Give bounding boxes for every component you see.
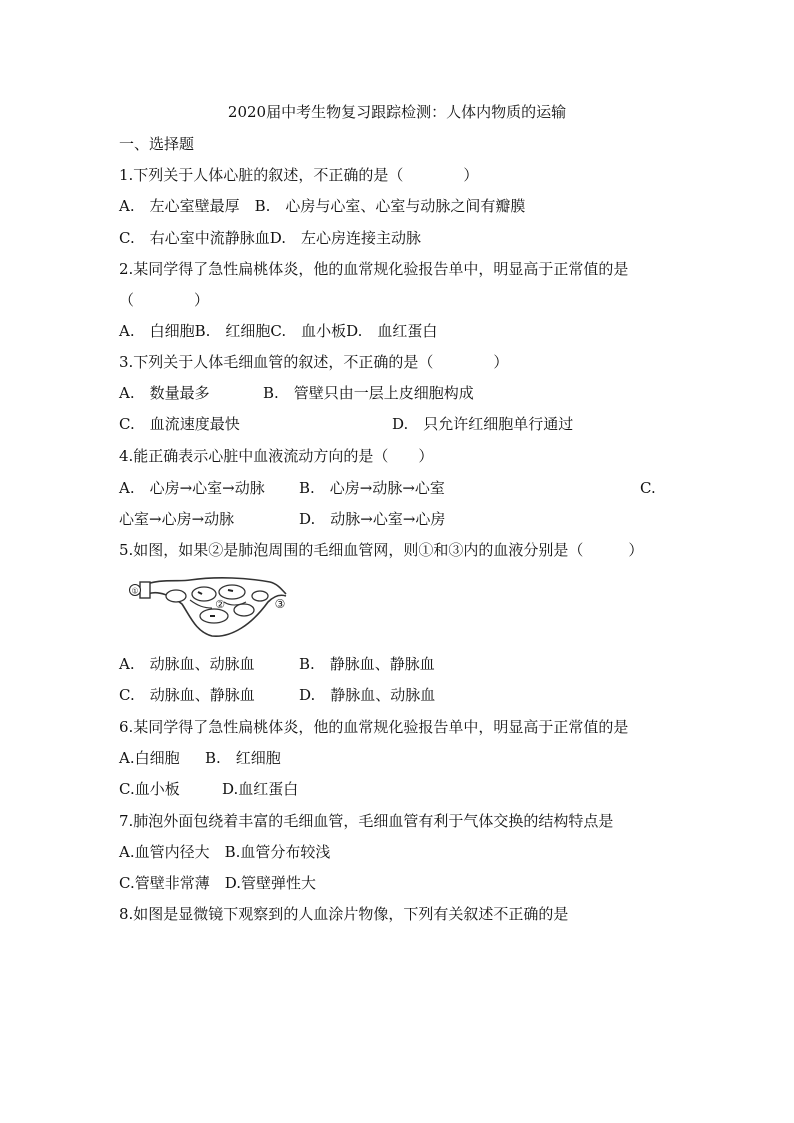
question-4-option-d: D. 动脉→心室→心房: [299, 510, 446, 528]
question-7-options-cd: C.管壁非常薄 D.管壁弹性大: [119, 874, 316, 892]
question-6-option-a: A.白细胞: [119, 749, 180, 767]
document-title: 2020届中考生物复习跟踪检测：人体内物质的运输: [227, 103, 567, 121]
question-6-option-b: B. 红细胞: [205, 749, 281, 767]
alveolar-capillary-figure: [128, 572, 292, 644]
label-2: ②: [215, 598, 225, 611]
inflow-vessel: [140, 582, 150, 598]
question-1-options-ab: A. 左心室壁最厚 B. 心房与心室、心室与动脉之间有瓣膜: [119, 197, 526, 215]
question-7-options-ab: A.血管内径大 B.血管分布较浅: [119, 843, 331, 861]
question-5-option-a: A. 动脉血、动脉血: [119, 655, 255, 673]
capillary-segment: [252, 591, 268, 601]
question-5-stem: 5.如图，如果②是肺泡周围的毛细血管网，则①和③内的血液分别是（ ）: [119, 541, 644, 559]
question-4-stem: 4.能正确表示心脏中血液流动方向的是（ ）: [119, 447, 434, 465]
question-1-stem: 1.下列关于人体心脏的叙述，不正确的是（ ）: [119, 166, 479, 184]
question-6-option-d: D.血红蛋白: [222, 780, 299, 798]
question-2-stem: 2.某同学得了急性扁桃体炎，他的血常规化验报告单中，明显高于正常值的是: [119, 260, 629, 278]
question-4-option-c-text: 心室→心房→动脉: [119, 510, 235, 528]
question-5-option-c: C. 动脉血、静脉血: [119, 686, 255, 704]
question-2-options: A. 白细胞B. 红细胞C. 血小板D. 血红蛋白: [119, 322, 438, 340]
question-8-stem: 8.如图是显微镜下观察到的人血涂片物像，下列有关叙述不正确的是: [119, 905, 569, 923]
capillary-segment: [234, 604, 254, 616]
question-3-option-b: B. 管壁只由一层上皮细胞构成: [263, 384, 474, 402]
question-3-option-d: D. 只允许红细胞单行通过: [392, 415, 574, 433]
question-6-option-c: C.血小板: [119, 780, 180, 798]
question-1-options-cd: C. 右心室中流静脉血D. 左心房连接主动脉: [119, 229, 421, 247]
section-heading: 一、选择题: [119, 135, 195, 153]
question-6-stem: 6.某同学得了急性扁桃体炎，他的血常规化验报告单中，明显高于正常值的是: [119, 718, 629, 736]
question-7-stem: 7.肺泡外面包绕着丰富的毛细血管，毛细血管有利于气体交换的结构特点是: [119, 812, 614, 830]
label-1: ①: [131, 586, 139, 596]
question-3-option-a: A. 数量最多: [119, 384, 210, 402]
question-5-option-b: B. 静脉血、静脉血: [299, 655, 435, 673]
question-5-option-d: D. 静脉血、动脉血: [299, 686, 436, 704]
question-4-option-c-label: C.: [640, 479, 656, 497]
question-4-option-a: A. 心房→心室→动脉: [119, 479, 265, 497]
capillary-segment: [192, 587, 216, 601]
question-3-stem: 3.下列关于人体毛细血管的叙述，不正确的是（ ）: [119, 353, 509, 371]
question-4-option-b: B. 心房→动脉→心室: [299, 479, 445, 497]
label-3: ③: [274, 597, 286, 611]
capillary-segment: [219, 585, 245, 599]
question-2-stem-continued: （ ）: [119, 291, 210, 309]
capillary-segment: [166, 590, 186, 602]
question-3-option-c: C. 血流速度最快: [119, 415, 240, 433]
